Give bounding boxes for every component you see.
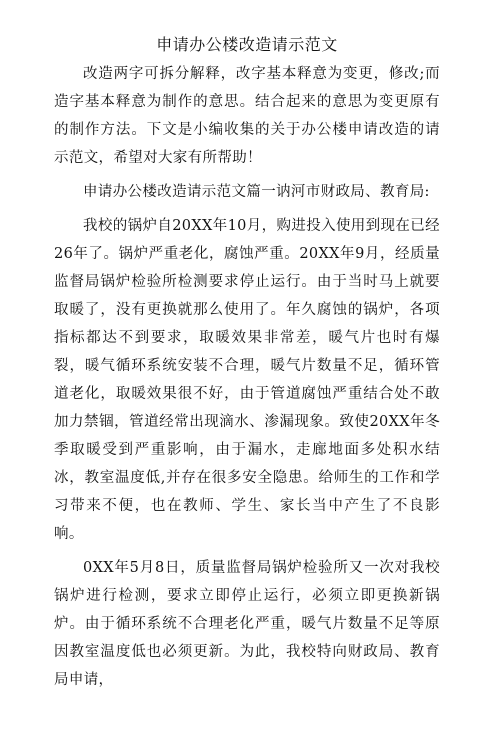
body-paragraph-boiler-history: 我校的锅炉自20XX年10月，购进投入使用到现在已经26年了。锅炉严重老化，腐蚀严重。20XX年9月，经质量监督局锅炉检验所检测要求停止运行。由于当时马上就要取暖了，没有更换就那么使用了。年久腐蚀的锅炉，各项指标都达不到要求，取暖效果非常差，暖气片也时有爆裂，暖气循环系统安装不合理，暖气片数量不足，循环管道老化，取暖效果很不好，由于管道腐蚀严重结合处不敢加力禁锢，管道经常出现滴水、渗漏现象。致使20XX年冬季取暖受到严重影响，由于漏水，走廊地面多处积水结冰，教室温度低,并存在很多安全隐患。给师生的工作和学习带来不便，也在教师、学生、家长当中产生了不良影响。	[54, 218, 440, 542]
document-page	[54, 34, 440, 700]
document-title: 申请办公楼改造请示范文	[156, 35, 338, 54]
salutation-paragraph: 申请办公楼改造请示范文篇一讷河市财政局、教育局:	[83, 184, 430, 200]
body-paragraph-inspection: 0XX年5月8日，质量监督局锅炉检验所又一次对我校锅炉进行检测，要求立即停止运行，必须立即更换新锅炉。由于循环系统不合理老化严重，暖气片数量不足等原因教室温度低也必须更新。为此，我校特向财政局、教育局申请，	[54, 560, 440, 688]
intro-paragraph: 改造两字可拆分解释，改字基本释意为变更，修改;而造字基本释意为制作的意思。结合起来的意思为变更原有的制作方法。下文是小编收集的关于办公楼申请改造的请示范文，希望对大家有所帮助！	[54, 66, 440, 166]
